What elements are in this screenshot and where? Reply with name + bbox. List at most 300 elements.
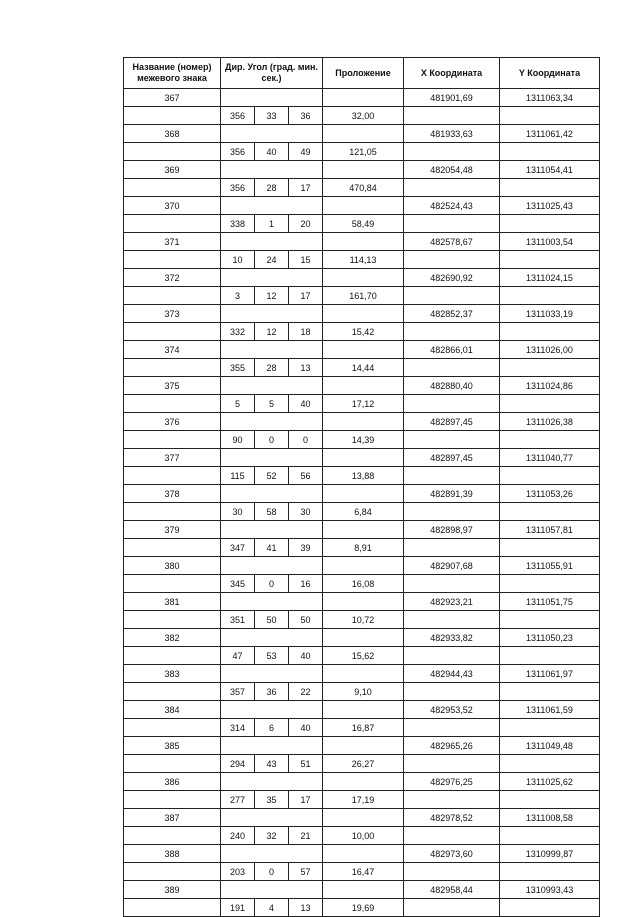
angle-empty (221, 125, 323, 143)
point-y: 1311053,26 (500, 485, 600, 503)
point-y: 1311025,43 (500, 197, 600, 215)
angle-seconds: 49 (289, 143, 323, 161)
y-empty (500, 719, 600, 737)
y-empty (500, 755, 600, 773)
angle-empty (221, 881, 323, 899)
point-y: 1311054,41 (500, 161, 600, 179)
segment-name-empty (124, 719, 221, 737)
point-name: 368 (124, 125, 221, 143)
segment-row (124, 863, 600, 881)
segment-name-empty (124, 287, 221, 305)
segment-name-empty (124, 395, 221, 413)
y-empty (500, 179, 600, 197)
angle-degrees: 90 (221, 431, 255, 449)
point-y: 1311061,59 (500, 701, 600, 719)
angle-degrees: 357 (221, 683, 255, 701)
angle-empty (221, 521, 323, 539)
segment-name-empty (124, 359, 221, 377)
point-row (124, 413, 600, 431)
point-x: 482880,40 (404, 377, 500, 395)
point-y: 1311024,15 (500, 269, 600, 287)
point-name: 384 (124, 701, 221, 719)
angle-empty (221, 701, 323, 719)
x-empty (404, 323, 500, 341)
x-empty (404, 683, 500, 701)
angle-minutes: 52 (255, 467, 289, 485)
point-x: 481933,63 (404, 125, 500, 143)
point-y: 1311008,58 (500, 809, 600, 827)
angle-seconds: 17 (289, 179, 323, 197)
angle-degrees: 355 (221, 359, 255, 377)
point-row (124, 521, 600, 539)
angle-degrees: 5 (221, 395, 255, 413)
y-empty (500, 503, 600, 521)
segment-name-empty (124, 215, 221, 233)
angle-empty (221, 341, 323, 359)
segment-length: 16,08 (323, 575, 404, 593)
y-empty (500, 575, 600, 593)
angle-seconds: 50 (289, 611, 323, 629)
angle-minutes: 0 (255, 863, 289, 881)
angle-minutes: 5 (255, 395, 289, 413)
point-name: 380 (124, 557, 221, 575)
point-name: 374 (124, 341, 221, 359)
length-empty (323, 881, 404, 899)
point-row (124, 449, 600, 467)
x-empty (404, 719, 500, 737)
segment-name-empty (124, 575, 221, 593)
angle-seconds: 40 (289, 719, 323, 737)
angle-minutes: 0 (255, 575, 289, 593)
point-y: 1311025,62 (500, 773, 600, 791)
angle-minutes: 40 (255, 143, 289, 161)
y-empty (500, 107, 600, 125)
point-row (124, 269, 600, 287)
point-name: 378 (124, 485, 221, 503)
angle-empty (221, 197, 323, 215)
x-empty (404, 791, 500, 809)
segment-length: 15,62 (323, 647, 404, 665)
point-row (124, 89, 600, 107)
point-row (124, 701, 600, 719)
angle-seconds: 16 (289, 575, 323, 593)
point-y: 1311061,97 (500, 665, 600, 683)
angle-minutes: 33 (255, 107, 289, 125)
y-empty (500, 827, 600, 845)
y-empty (500, 863, 600, 881)
y-empty (500, 323, 600, 341)
point-x: 482054,48 (404, 161, 500, 179)
angle-degrees: 347 (221, 539, 255, 557)
angle-seconds: 36 (289, 107, 323, 125)
angle-seconds: 13 (289, 359, 323, 377)
segment-length: 15,42 (323, 323, 404, 341)
y-empty (500, 611, 600, 629)
length-empty (323, 161, 404, 179)
segment-length: 10,00 (323, 827, 404, 845)
point-x: 482897,45 (404, 413, 500, 431)
angle-minutes: 50 (255, 611, 289, 629)
point-x: 482976,25 (404, 773, 500, 791)
segment-length: 16,47 (323, 863, 404, 881)
angle-minutes: 12 (255, 323, 289, 341)
angle-minutes: 36 (255, 683, 289, 701)
point-row (124, 557, 600, 575)
point-name: 381 (124, 593, 221, 611)
point-name: 373 (124, 305, 221, 323)
segment-length: 470,84 (323, 179, 404, 197)
point-x: 482944,43 (404, 665, 500, 683)
segment-name-empty (124, 611, 221, 629)
point-name: 389 (124, 881, 221, 899)
segment-length: 10,72 (323, 611, 404, 629)
point-y: 1311026,38 (500, 413, 600, 431)
y-empty (500, 647, 600, 665)
angle-degrees: 314 (221, 719, 255, 737)
point-y: 1310999,87 (500, 845, 600, 863)
angle-seconds: 51 (289, 755, 323, 773)
segment-length: 16,87 (323, 719, 404, 737)
point-x: 482898,97 (404, 521, 500, 539)
point-name: 385 (124, 737, 221, 755)
col-header-angle: Дир. Угол (град. мин. сек.) (221, 58, 323, 89)
segment-name-empty (124, 143, 221, 161)
point-row (124, 665, 600, 683)
angle-degrees: 277 (221, 791, 255, 809)
y-empty (500, 215, 600, 233)
point-y: 1310993,43 (500, 881, 600, 899)
segment-row (124, 791, 600, 809)
length-empty (323, 845, 404, 863)
angle-empty (221, 161, 323, 179)
segment-row (124, 287, 600, 305)
segment-row (124, 143, 600, 161)
col-header-name: Название (номер) межевого знака (124, 58, 221, 89)
length-empty (323, 197, 404, 215)
x-empty (404, 431, 500, 449)
point-name: 371 (124, 233, 221, 251)
point-row (124, 341, 600, 359)
segment-length: 13,88 (323, 467, 404, 485)
angle-seconds: 15 (289, 251, 323, 269)
angle-empty (221, 593, 323, 611)
length-empty (323, 449, 404, 467)
point-y: 1311063,34 (500, 89, 600, 107)
segment-length: 17,19 (323, 791, 404, 809)
x-empty (404, 827, 500, 845)
point-row (124, 773, 600, 791)
x-empty (404, 179, 500, 197)
segment-length: 161,70 (323, 287, 404, 305)
point-name: 386 (124, 773, 221, 791)
y-empty (500, 467, 600, 485)
point-y: 1311055,91 (500, 557, 600, 575)
x-empty (404, 215, 500, 233)
length-empty (323, 485, 404, 503)
segment-length: 19,69 (323, 899, 404, 917)
angle-minutes: 4 (255, 899, 289, 917)
point-x: 482933,82 (404, 629, 500, 647)
col-header-y: Y Координата (500, 58, 600, 89)
segment-row (124, 503, 600, 521)
angle-empty (221, 233, 323, 251)
x-empty (404, 539, 500, 557)
segment-row (124, 719, 600, 737)
x-empty (404, 647, 500, 665)
point-y: 1311050,23 (500, 629, 600, 647)
point-name: 369 (124, 161, 221, 179)
x-empty (404, 107, 500, 125)
point-y: 1311026,00 (500, 341, 600, 359)
angle-seconds: 39 (289, 539, 323, 557)
segment-row (124, 647, 600, 665)
length-empty (323, 413, 404, 431)
angle-empty (221, 449, 323, 467)
angle-empty (221, 485, 323, 503)
x-empty (404, 755, 500, 773)
point-x: 481901,69 (404, 89, 500, 107)
angle-seconds: 56 (289, 467, 323, 485)
segment-length: 26,27 (323, 755, 404, 773)
x-empty (404, 863, 500, 881)
point-x: 482690,92 (404, 269, 500, 287)
angle-minutes: 1 (255, 215, 289, 233)
point-x: 482897,45 (404, 449, 500, 467)
angle-degrees: 240 (221, 827, 255, 845)
angle-degrees: 338 (221, 215, 255, 233)
point-y: 1311051,75 (500, 593, 600, 611)
x-empty (404, 251, 500, 269)
point-name: 372 (124, 269, 221, 287)
point-row (124, 593, 600, 611)
y-empty (500, 899, 600, 917)
boundary-coordinates-table (123, 57, 600, 917)
point-name: 382 (124, 629, 221, 647)
length-empty (323, 773, 404, 791)
length-empty (323, 593, 404, 611)
x-empty (404, 467, 500, 485)
length-empty (323, 125, 404, 143)
point-name: 377 (124, 449, 221, 467)
point-row (124, 485, 600, 503)
x-empty (404, 899, 500, 917)
segment-name-empty (124, 467, 221, 485)
point-x: 482978,52 (404, 809, 500, 827)
header-row (124, 58, 600, 89)
segment-name-empty (124, 755, 221, 773)
segment-row (124, 395, 600, 413)
length-empty (323, 269, 404, 287)
length-empty (323, 305, 404, 323)
point-row (124, 377, 600, 395)
segment-name-empty (124, 899, 221, 917)
segment-length: 121,05 (323, 143, 404, 161)
point-x: 482923,21 (404, 593, 500, 611)
y-empty (500, 359, 600, 377)
segment-name-empty (124, 791, 221, 809)
x-empty (404, 359, 500, 377)
segment-row (124, 179, 600, 197)
angle-degrees: 356 (221, 179, 255, 197)
point-name: 367 (124, 89, 221, 107)
point-x: 482852,37 (404, 305, 500, 323)
segment-length: 8,91 (323, 539, 404, 557)
point-y: 1311040,77 (500, 449, 600, 467)
point-x: 482973,60 (404, 845, 500, 863)
y-empty (500, 143, 600, 161)
angle-seconds: 17 (289, 287, 323, 305)
x-empty (404, 575, 500, 593)
angle-degrees: 351 (221, 611, 255, 629)
angle-empty (221, 809, 323, 827)
angle-seconds: 30 (289, 503, 323, 521)
x-empty (404, 287, 500, 305)
angle-minutes: 53 (255, 647, 289, 665)
segment-name-empty (124, 107, 221, 125)
length-empty (323, 89, 404, 107)
segment-row (124, 359, 600, 377)
angle-empty (221, 269, 323, 287)
point-x: 482958,44 (404, 881, 500, 899)
point-row (124, 197, 600, 215)
y-empty (500, 683, 600, 701)
point-name: 379 (124, 521, 221, 539)
angle-empty (221, 89, 323, 107)
length-empty (323, 557, 404, 575)
angle-empty (221, 845, 323, 863)
angle-degrees: 356 (221, 107, 255, 125)
angle-empty (221, 413, 323, 431)
angle-minutes: 32 (255, 827, 289, 845)
angle-degrees: 345 (221, 575, 255, 593)
angle-seconds: 18 (289, 323, 323, 341)
segment-row (124, 215, 600, 233)
angle-degrees: 191 (221, 899, 255, 917)
point-row (124, 737, 600, 755)
point-y: 1311057,81 (500, 521, 600, 539)
y-empty (500, 287, 600, 305)
segment-name-empty (124, 863, 221, 881)
angle-seconds: 13 (289, 899, 323, 917)
y-empty (500, 791, 600, 809)
point-y: 1311061,42 (500, 125, 600, 143)
length-empty (323, 629, 404, 647)
segment-name-empty (124, 251, 221, 269)
segment-row (124, 827, 600, 845)
angle-empty (221, 737, 323, 755)
point-name: 376 (124, 413, 221, 431)
segment-row (124, 611, 600, 629)
angle-minutes: 58 (255, 503, 289, 521)
angle-seconds: 40 (289, 395, 323, 413)
point-x: 482965,26 (404, 737, 500, 755)
segment-length: 14,39 (323, 431, 404, 449)
col-header-length: Проложение (323, 58, 404, 89)
segment-name-empty (124, 647, 221, 665)
segment-name-empty (124, 683, 221, 701)
angle-minutes: 6 (255, 719, 289, 737)
x-empty (404, 503, 500, 521)
point-row (124, 809, 600, 827)
angle-degrees: 203 (221, 863, 255, 881)
point-x: 482907,68 (404, 557, 500, 575)
point-row (124, 233, 600, 251)
angle-minutes: 24 (255, 251, 289, 269)
point-name: 375 (124, 377, 221, 395)
x-empty (404, 143, 500, 161)
point-row (124, 629, 600, 647)
y-empty (500, 539, 600, 557)
segment-name-empty (124, 503, 221, 521)
angle-empty (221, 629, 323, 647)
segment-name-empty (124, 179, 221, 197)
y-empty (500, 431, 600, 449)
angle-seconds: 20 (289, 215, 323, 233)
y-empty (500, 395, 600, 413)
point-row (124, 305, 600, 323)
point-x: 482524,43 (404, 197, 500, 215)
segment-name-empty (124, 539, 221, 557)
segment-row (124, 575, 600, 593)
length-empty (323, 737, 404, 755)
angle-empty (221, 665, 323, 683)
segment-row (124, 467, 600, 485)
angle-seconds: 57 (289, 863, 323, 881)
segment-row (124, 755, 600, 773)
segment-length: 14,44 (323, 359, 404, 377)
length-empty (323, 665, 404, 683)
angle-minutes: 35 (255, 791, 289, 809)
segment-length: 6,84 (323, 503, 404, 521)
col-header-x: X Координата (404, 58, 500, 89)
angle-minutes: 12 (255, 287, 289, 305)
length-empty (323, 701, 404, 719)
point-y: 1311049,48 (500, 737, 600, 755)
segment-name-empty (124, 431, 221, 449)
angle-degrees: 10 (221, 251, 255, 269)
segment-row (124, 683, 600, 701)
segment-length: 17,12 (323, 395, 404, 413)
angle-degrees: 332 (221, 323, 255, 341)
angle-seconds: 17 (289, 791, 323, 809)
y-empty (500, 251, 600, 269)
segment-row (124, 323, 600, 341)
segment-length: 114,13 (323, 251, 404, 269)
length-empty (323, 809, 404, 827)
point-row (124, 845, 600, 863)
angle-empty (221, 377, 323, 395)
point-x: 482953,52 (404, 701, 500, 719)
point-x: 482866,01 (404, 341, 500, 359)
segment-name-empty (124, 323, 221, 341)
angle-degrees: 30 (221, 503, 255, 521)
segment-length: 9,10 (323, 683, 404, 701)
angle-minutes: 0 (255, 431, 289, 449)
point-row (124, 881, 600, 899)
angle-empty (221, 305, 323, 323)
angle-degrees: 47 (221, 647, 255, 665)
point-name: 383 (124, 665, 221, 683)
angle-seconds: 22 (289, 683, 323, 701)
angle-minutes: 43 (255, 755, 289, 773)
angle-minutes: 28 (255, 179, 289, 197)
point-row (124, 125, 600, 143)
segment-row (124, 899, 600, 917)
length-empty (323, 341, 404, 359)
x-empty (404, 611, 500, 629)
length-empty (323, 377, 404, 395)
angle-empty (221, 557, 323, 575)
